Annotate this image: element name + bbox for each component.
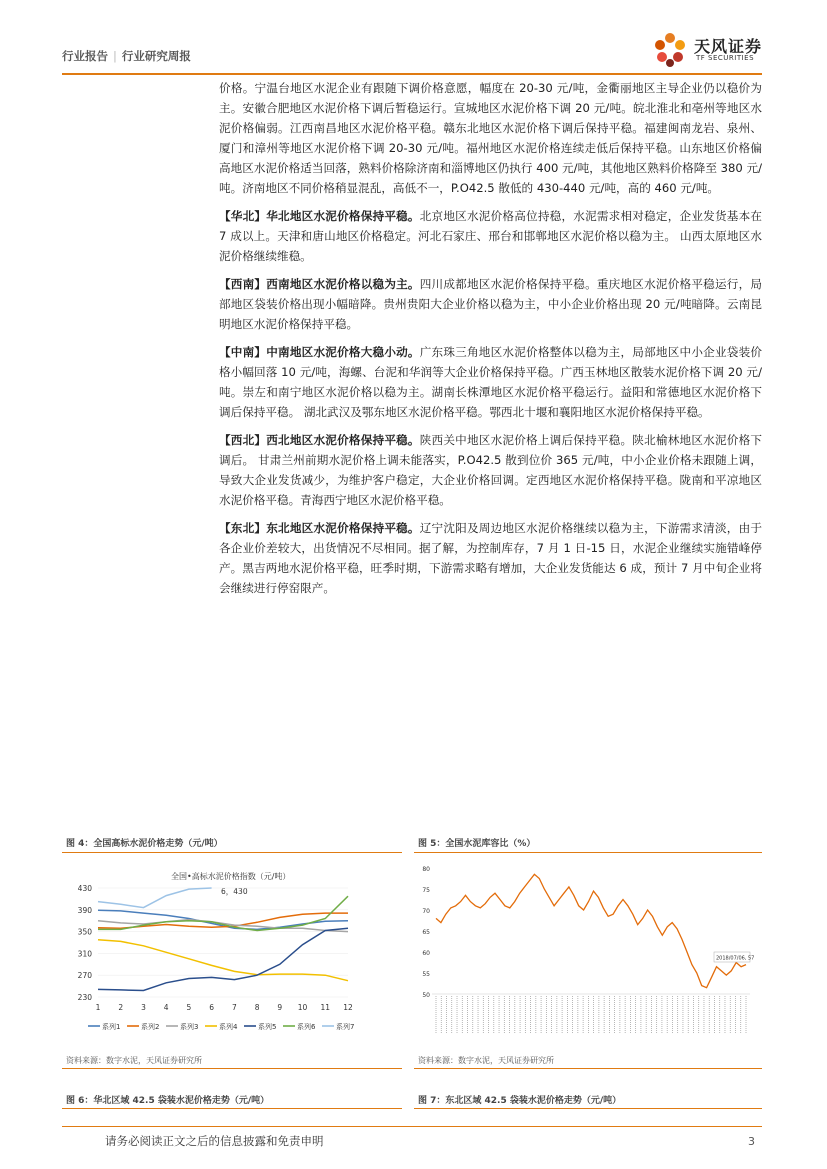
figure-5-source: 资料来源：数字水泥，天风证券研究所 (418, 1056, 554, 1065)
y-tick-label: 310 (77, 949, 92, 959)
x-tick-label: 11 (320, 1003, 331, 1012)
y-tick-label: 70 (422, 908, 430, 915)
figure-4-divider (62, 852, 402, 853)
region-lead: 东北地区水泥价格保持平稳。 (266, 521, 420, 535)
region-lead: 西北地区水泥价格保持平稳。 (266, 433, 420, 447)
legend-label: 系列6 (297, 1023, 316, 1031)
chart-annotation: 6，430 (221, 887, 248, 896)
paragraph-text: 广东珠三角地区水泥价格整体以稳为主，局部地区中小企业袋装价格小幅回落 10 元/吨，海螺、台泥和华润等大企业价格保持平稳。广西玉林地区散装水泥价格下调 20 元/吨。崇左和南宁地区水泥价格以稳为主。湖南长株潭地区水泥价格平稳运行。益阳和常德地区水泥价格下调后保持平稳。 湖北武汉及鄂东地区水泥价格平稳。鄂西北十堰和襄阳地区水泥价格保持平稳。 (219, 345, 762, 419)
legend-label: 系列4 (219, 1023, 238, 1031)
legend-label: 系列7 (336, 1023, 355, 1031)
x-tick-label: 9 (277, 1003, 283, 1012)
paragraph-east (219, 78, 762, 198)
figure-4-source: 资料来源：数字水泥，天风证券研究所 (66, 1056, 202, 1065)
figure-4-bottom-divider (62, 1068, 402, 1069)
figure-7-title: 图 7：东北区域 42.5 袋装水泥价格走势（元/吨） (418, 1096, 622, 1106)
national-inventory-ratio-chart (416, 858, 756, 1043)
paragraph-text: 四川成都地区水泥价格保持平稳。重庆地区水泥价格平稳运行，局部地区袋装价格出现小幅暗降。贵州贵阳大企业价格以稳为主，中小企业价格出现 20 元/吨暗降。云南昆明地区水泥价格保持平稳。 (219, 277, 762, 331)
x-tick-label: 4 (163, 1003, 169, 1012)
logo-text-en: TF SECURITIES (696, 54, 755, 62)
legend-label: 系列2 (141, 1023, 160, 1031)
region-lead: 西南地区水泥价格以稳为主。 (266, 277, 420, 291)
chart-title: 全国•高标水泥价格指数（元/吨） (171, 872, 291, 881)
region-lead: 中南地区水泥价格大稳小动。 (266, 345, 420, 359)
x-tick-label: 5 (186, 1003, 192, 1012)
region-lead: 华北地区水泥价格保持平稳。 (266, 209, 420, 223)
figure-5-bottom-divider (414, 1068, 762, 1069)
series-line-系列7 (98, 888, 212, 908)
x-tick-label: 3 (141, 1003, 146, 1012)
y-tick-label: 390 (77, 905, 92, 915)
y-tick-label: 230 (77, 993, 92, 1002)
y-tick-label: 80 (422, 866, 430, 873)
paragraph-north (219, 206, 762, 266)
y-tick-label: 270 (77, 971, 92, 981)
y-tick-label: 75 (422, 887, 430, 894)
y-tick-label: 430 (77, 884, 92, 893)
figure-4-title: 图 4：全国高标水泥价格走势（元/吨） (66, 839, 223, 849)
region-tag: 【西南】 (219, 277, 267, 291)
figure-7-divider (414, 1108, 762, 1109)
national-cement-price-chart (66, 860, 366, 1040)
paragraph-text: 北京地区水泥价格高位持稳，水泥需求相对稳定，企业发货基本在 7 成以上。天津和唐山地区价格稳定。河北石家庄、邢台和邯郸地区水泥价格以稳为主。 山西太原地区水泥价格继续维稳。 (219, 209, 762, 263)
paragraph-text: 价格。宁温台地区水泥企业有跟随下调价格意愿，幅度在 20-30 元/吨，金衢丽地区主导企业仍以稳价为主。安徽合肥地区水泥价格下调后暂稳运行。宣城地区水泥价格下调 20 元/吨。皖北淮北和亳州等地区水泥价格偏弱。江西南昌地区水泥价格平稳。赣东北地区水泥价格下调后保持平稳。福建闽南龙岩、泉州、厦门和漳州等地区水泥价格下调 20-30 元/吨。福州地区水泥价格连续走低后保持平稳。山东地区价格偏高地区水泥价格适当回落，熟料价格除济南和淄博地区仍执行 400 元/吨，其他地区熟料价格降至 380 元/吨。济南地区不同价格稍显混乱，高低不一，P.O42.5 散低的 430-440 元/吨，高的 460 元/吨。 (219, 81, 762, 195)
paragraph-northwest (219, 430, 762, 510)
y-tick-label: 65 (422, 929, 430, 936)
figure-6-title: 图 6：华北区域 42.5 袋装水泥价格走势（元/吨） (66, 1096, 270, 1106)
legend-label: 系列5 (258, 1023, 277, 1031)
y-tick-label: 350 (77, 927, 92, 937)
figure-5-title: 图 5：全国水泥库容比（%） (418, 839, 536, 849)
y-tick-label: 50 (422, 992, 430, 999)
paragraph-southwest (219, 274, 762, 334)
region-tag: 【中南】 (219, 345, 267, 359)
x-tick-label: 2 (118, 1003, 124, 1012)
x-tick-label: 1 (95, 1003, 101, 1012)
company-logo (650, 30, 770, 70)
legend-label: 系列1 (102, 1023, 121, 1031)
report-subcategory: 行业研究周报 (121, 49, 191, 63)
chart-annotation: 2018/07/06, 57 (716, 955, 755, 962)
y-tick-label: 55 (422, 971, 430, 978)
header-separator: | (113, 49, 117, 63)
x-tick-label: 7 (231, 1003, 237, 1012)
region-tag: 【东北】 (219, 521, 267, 535)
figure-5-divider (414, 852, 762, 853)
legend-label: 系列3 (180, 1023, 199, 1031)
region-tag: 【西北】 (219, 433, 267, 447)
series-line-系列4 (98, 940, 348, 981)
report-category: 行业报告 (62, 49, 108, 63)
logo-text-cn: 天风证券 (694, 37, 763, 56)
page-number: 3 (748, 1135, 755, 1148)
footer-disclaimer: 请务必阅读正文之后的信息披露和免责申明 (105, 1134, 324, 1148)
region-tag: 【华北】 (219, 209, 267, 223)
figure-6-divider (62, 1108, 402, 1109)
series-line-系列5 (98, 928, 348, 990)
article-body (219, 78, 762, 606)
series-line-inventory (436, 874, 746, 987)
x-tick-label: 12 (343, 1003, 353, 1012)
x-tick-label: 10 (297, 1003, 308, 1012)
x-tick-label: 8 (254, 1003, 260, 1012)
paragraph-central-south (219, 342, 762, 422)
x-tick-label: 6 (209, 1003, 215, 1012)
paragraph-northeast (219, 518, 762, 598)
logo-flower-icon (650, 30, 690, 70)
paragraph-text: 辽宁沈阳及周边地区水泥价格继续以稳为主，下游需求清淡，由于各企业价差较大，出货情况不尽相同。据了解，为控制库存，7 月 1 日-15 日，水泥企业继续实施错峰停产。黑吉两地水泥价格平稳，旺季时期，下游需求略有增加，大企业发货能达 6 成，预计 7 月中旬企业将会继续进行停窑限产。 (219, 521, 762, 595)
footer-divider (62, 1126, 762, 1127)
header-divider (62, 73, 762, 75)
y-tick-label: 60 (422, 950, 430, 957)
paragraph-text: 陕西关中地区水泥价格上调后保持平稳。陕北榆林地区水泥价格下调后。 甘肃兰州前期水泥价格上调未能落实，P.O42.5 散到位价 365 元/吨，中小企业价格未跟随上调，导致大企业发货减少，为维护客户稳定，大企业价格回调。定西地区水泥价格保持平稳。陇南和平凉地区水泥价格平稳。青海西宁地区水泥价格平稳。 (219, 433, 762, 507)
